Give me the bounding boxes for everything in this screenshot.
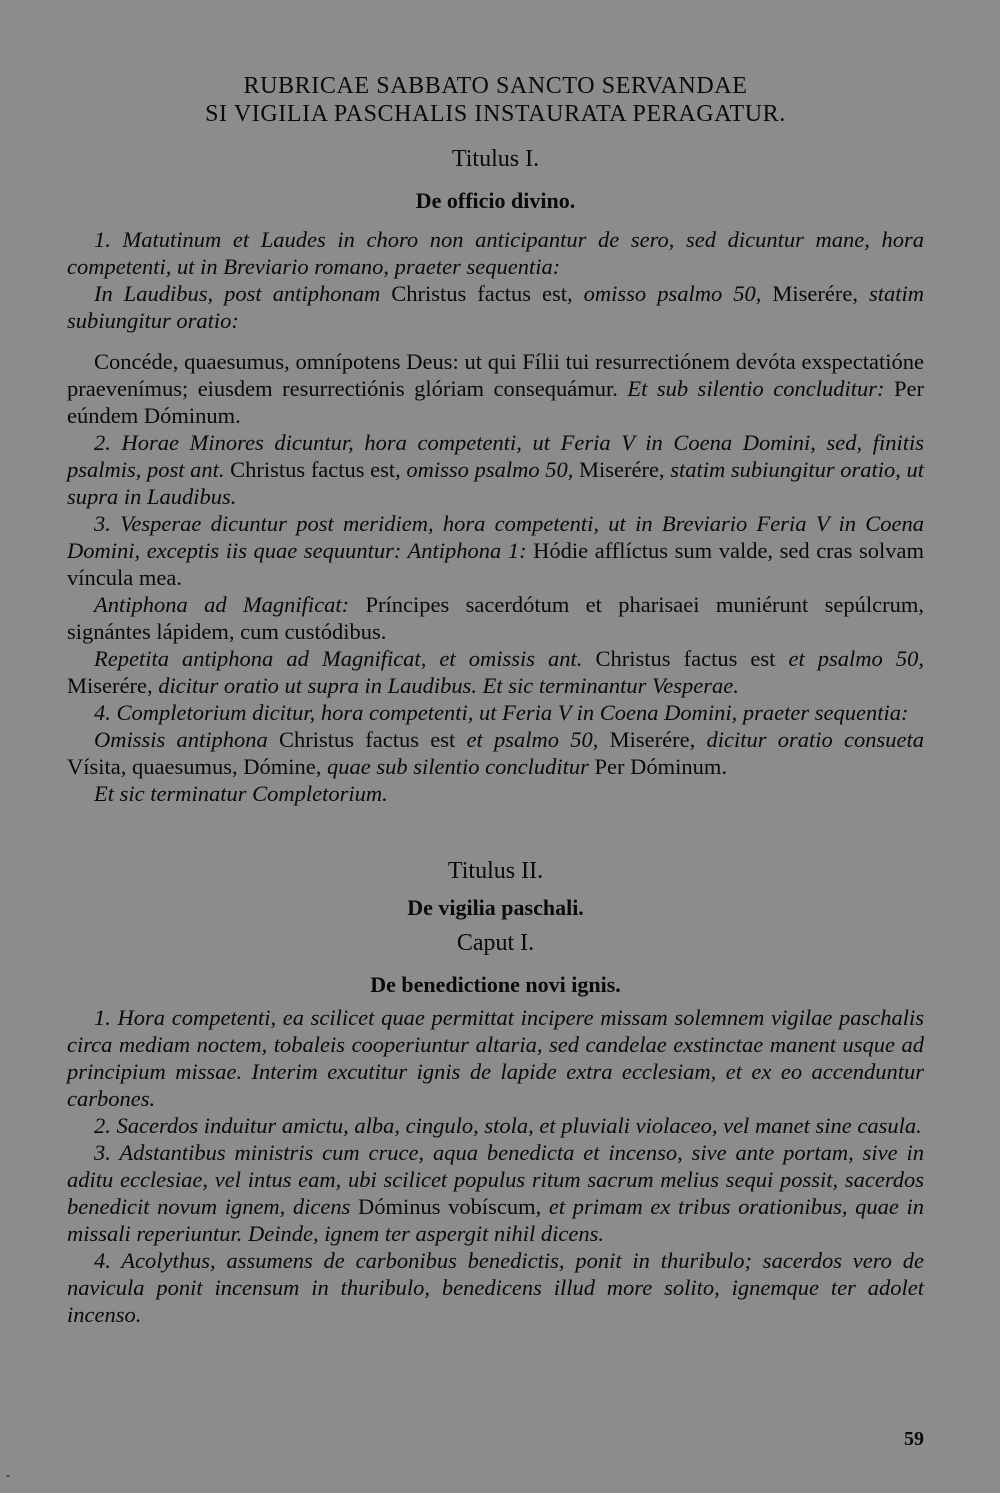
s1-paragraph-8: 4. Completorium dicitur, hora competenti, ut Feria V in Coena Domini, praeter sequentia: <box>94 700 909 725</box>
section-2-body <box>67 1004 924 1328</box>
s1-p4-roman-2: Miserére, <box>578 457 671 482</box>
s1-paragraph-4 <box>67 429 924 510</box>
s1-p7-italic-3: dicitur oratio ut supra in Laudibus. Et sic terminantur Vesperae. <box>158 673 739 698</box>
s1-paragraph-5 <box>67 510 924 591</box>
s1-p2-italic-3: statim subiungitur oratio: <box>67 281 924 333</box>
heading-line-2: SI VIGILIA PASCHALIS INSTAURATA PERAGATUR. <box>205 101 786 127</box>
s2-paragraph-2: 2. Sacerdos induitur amictu, alba, cingulo, stola, et pluviali violaceo, vel manet sine casula. <box>94 1113 922 1138</box>
s1-p9-roman-4: Per Dóminum. <box>594 754 727 779</box>
titulus-2-label: Titulus II. <box>447 858 544 884</box>
s1-p4-italic-3: statim subiungitur oratio, ut supra in Laudibus. <box>67 457 924 509</box>
s1-paragraph-2 <box>67 280 924 334</box>
caput-1-title: De benedictione novi ignis. <box>370 972 621 997</box>
s1-p9-roman-2: Miserére, <box>609 727 707 752</box>
s1-p9-italic-4: quae sub silentio concluditur <box>326 754 595 779</box>
s1-p3-roman-1: Concéde, quaesumus, omnípotens Deus: ut qui Fílii tui resurrectiónem devóta exspectatióne praevenímus; eiusdem resurrectiónis glóriam consequámur. <box>67 349 924 401</box>
s1-p7-roman-1: Christus factus est <box>595 646 789 671</box>
s1-p5-italic-1: 3. Vesperae dicuntur post meridiem, hora competenti, ut in Breviario Feria V in Coena Domini, exceptis iis quae sequuntur: Antiphona 1: <box>67 511 924 563</box>
heading-line-1: RUBRICAE SABBATO SANCTO SERVANDAE <box>243 73 748 99</box>
s1-p9-italic-2: et psalmo 50, <box>466 727 610 752</box>
s1-p4-roman-1: Christus factus est, <box>230 457 407 482</box>
s2-p3-roman-1: Dóminus vobíscum, <box>358 1194 549 1219</box>
titulus-2-title: De vigilia paschali. <box>407 895 584 920</box>
s2-paragraph-4: 4. Acolythus, assumens de carbonibus benedictis, ponit in thuribulo; sacerdos vero de navicula ponit incensum in thuribulo, benedicens illud more solito, ignemque ter adolet incenso. <box>67 1248 924 1327</box>
s1-p9-roman-3: Vísita, quaesumus, Dómine, <box>67 754 327 779</box>
s1-paragraph-9 <box>67 726 924 780</box>
s1-p6-roman-1: Príncipes sacerdótum et pharisaei muniérunt sepúlcrum, signántes lápidem, cum custódibus. <box>67 592 924 644</box>
s2-p3-italic-1: 3. Adstantibus ministris cum cruce, aqua benedicta et incenso, sive ante portam, sive in aditu ecclesiae, vel intus eam, ubi scilicet populus ritum sacrum melius sequi possit, sacerdos benedicit novum ignem, dicens <box>67 1140 924 1219</box>
s1-p2-roman-1: Christus factus est, <box>391 281 584 306</box>
caput-1-label: Caput I. <box>456 930 535 956</box>
page-number: 59 <box>904 1428 924 1450</box>
s2-paragraph-3 <box>67 1139 924 1247</box>
s1-p9-italic-3: dicitur oratio consueta <box>706 727 924 752</box>
s1-p2-italic-2: omisso psalmo 50, <box>583 281 773 306</box>
s2-paragraph-1: 1. Hora competenti, ea scilicet quae permittat incipere missam solemnem vigilae paschalis circa mediam noctem, tobaleis cooperiuntur altaria, sed candelae exstinctae manent usque ad principium missae. Interim excutitur ignis de lapide extra ecclesiam, et ex eo accenduntur carbones. <box>67 1005 924 1111</box>
titulus-1-label: Titulus I. <box>451 146 540 172</box>
s1-p7-italic-1: Repetita antiphona ad Magnificat, et omissis ant. <box>94 646 596 671</box>
s1-paragraph-10: Et sic terminatur Completorium. <box>94 781 388 806</box>
titulus-1-title: De officio divino. <box>415 188 576 213</box>
s1-p4-italic-2: omisso psalmo 50, <box>406 457 579 482</box>
s1-p2-italic-1: In Laudibus, post antiphonam <box>94 281 392 306</box>
s1-p7-italic-2: et psalmo 50, <box>788 646 925 671</box>
s1-p9-italic-1: Omissis antiphona <box>94 727 280 752</box>
s1-paragraph-1: 1. Matutinum et Laudes in choro non anticipantur de sero, sed dicuntur mane, hora competenti, ut in Breviario romano, praeter sequentia: <box>67 227 924 279</box>
s1-p2-roman-2: Miserére, <box>772 281 869 306</box>
s1-p9-roman-1: Christus factus est <box>279 727 467 752</box>
s2-p3-italic-2: et primam ex tribus orationibus, quae in missali reperiuntur. Deinde, ignem ter aspergit nihil dicens. <box>67 1194 924 1246</box>
s1-paragraph-6 <box>67 591 924 645</box>
s1-p3-italic-1: Et sub silentio concluditur: <box>627 376 894 401</box>
s1-p5-roman-1: Hódie afflíctus sum valde, sed cras solvam víncula mea. <box>67 538 924 590</box>
s1-paragraph-3 <box>67 348 924 429</box>
s1-p6-italic-1: Antiphona ad Magnificat: <box>94 592 366 617</box>
s1-p3-roman-2: Per eúndem Dóminum. <box>67 376 924 428</box>
s1-paragraph-7 <box>67 645 924 699</box>
margin-mark: - <box>6 1468 10 1482</box>
section-1-body <box>67 226 924 807</box>
s1-p7-roman-2: Miserére, <box>67 673 159 698</box>
page-heading <box>67 72 924 128</box>
s1-p4-italic-1: 2. Horae Minores dicuntur, hora competenti, ut Feria V in Coena Domini, sed, finitis psalmis, post ant. <box>67 430 924 482</box>
